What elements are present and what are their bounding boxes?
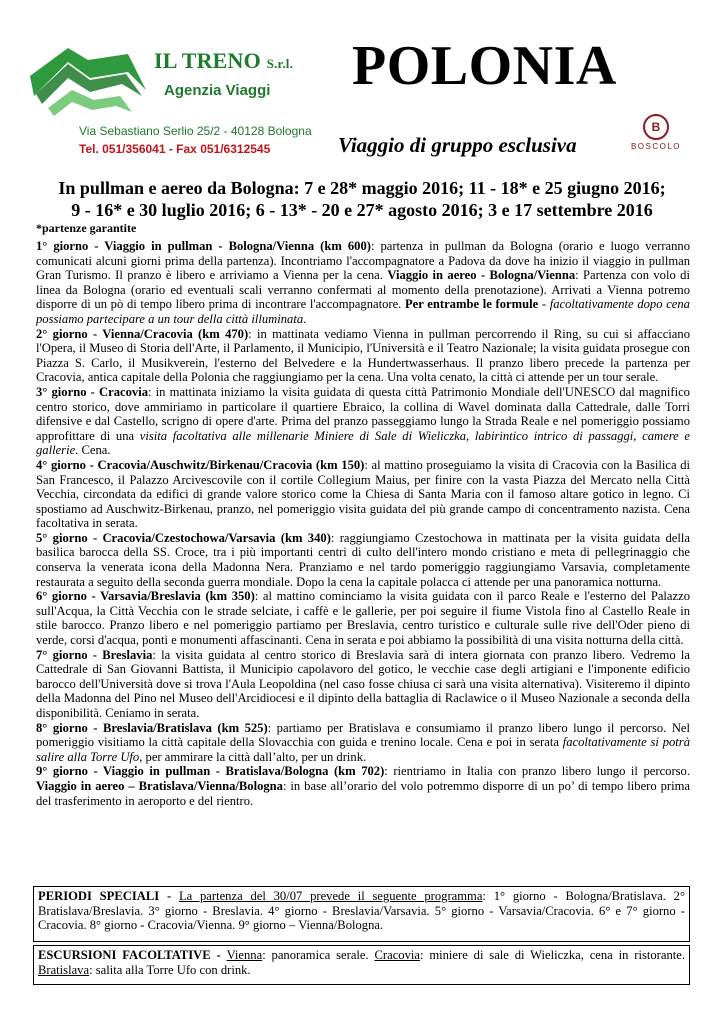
optional-excursions-box: ESCURSIONI FACOLTATIVE - Vienna: panoramica serale. Cracovia: miniere di sale di Wieliczka, cena in ristorante. Bratislava: salita alla Torre Ufo con drink. [33, 945, 690, 985]
day-5: 5° giorno - Cracovia/Czestochowa/Varsavia (km 340): raggiungiamo Czestochowa in mattinata per la visita guidata della basilica barocca della SS. Croce, tra i più importanti centri di culto dell'intero mondo cristiano e meta di pellegrinaggio che conserva la venerata icona della Madonna Nera. Pranziamo e nel tardo pomeriggio raggiungiamo Varsavia, completamente restaurata a seguito della seconda guerra mondiale. Dopo la cena la capitale polacca ci attende per una panoramica notturna. [36, 530, 690, 589]
day-3: 3° giorno - Cracovia: in mattinata iniziamo la visita guidata di questa città Patrimonio Mondiale dell'UNESCO dal magnifico centro storico, dove ammiriamo in particolare il quartiere Ebraico, la collina di Wavel dominata dalla Cattedrale, dalle Torri difensive e dal Castello, scrigno di opere d'arte. Prima del pranzo passeggiamo lungo la Strada Reale e nel pomeriggio possiamo approfittare di una visita facoltativa alle millenarie Miniere di Sale di Wieliczka, labirintico intrico di passaggi, camere e gallerie. Cena. [36, 384, 690, 458]
page-title: POLONIA [352, 35, 617, 97]
day-6: 6° giorno - Varsavia/Breslavia (km 350): al mattino cominciamo la visita guidata con il parco Reale e l'esterno del Palazzo sull'Acqua, la Città Vecchia con le strade selciate, i caffè e le gallerie, per poi seguire il fiume Vistola fino al Castello Reale in stile barocco. Pranzo libero e nel pomeriggio partiamo per Breslavia, centro turistico e culturale sulle rive dell'Oder pieno di verde, corsi d'acqua, ponti e monumenti affascinanti. Cena in serata e poi abbiamo la possibilità di una visita notturna della città. [36, 589, 690, 648]
guaranteed-note: *partenze garantite [36, 221, 137, 235]
train-logo-icon [28, 38, 150, 138]
special-periods-box: PERIODI SPECIALI - La partenza del 30/07 prevede il seguente programma: 1° giorno - Bologna/Bratislava. 2° Bratislava/Breslavia. 3° giorno - Breslavia. 4° giorno - Breslavia/Varsavia. 5° giorno - Varsavia/Cracovia. 6° e 7° giorno - Cracovia. 8° giorno - Cracovia/Vienna. 9° giorno – Vienna/Bologna. [33, 886, 690, 942]
dates-line-2: 9 - 16* e 30 luglio 2016; 6 - 13* - 20 e 27* agosto 2016; 3 e 17 settembre 2016 [71, 200, 653, 220]
agency-logo-block [28, 34, 312, 164]
partner-logo [620, 114, 692, 158]
partner-name: BOSCOLO [630, 142, 682, 151]
day-7: 7° giorno - Breslavia: la visita guidata al centro storico di Breslavia sarà di intera giornata con pranzo libero. Vedremo la Cattedrale di San Giovanni Battista, il Municipio capolavoro del gotico, le vecchie case degli artigiani e l'imponente edificio barocco dell'Università dove si trova l'Aula Leopoldina (nel caso fosse chiusa ci sarà una visita alternativa). Visiteremo il dipinto della Madonna del Pino nel Museo dell'Arcidiocesi e il dipinto della battaglia di Raclawice o il Museo Nazionale a seconda della disponibilità. Ceniamo in serata. [36, 647, 690, 720]
brand-name: IL TRENO S.r.l. [154, 48, 294, 73]
page-subtitle: Viaggio di gruppo esclusiva [338, 133, 577, 157]
day-1: 1° giorno - Viaggio in pullman - Bologna/Vienna (km 600): partenza in pullman da Bologna (orario e luogo verranno comunicati alcuni giorni prima della partenza). Incontriamo l'accompagnatore a Padova da dove ha inizio il viaggio in pullman Gran Turismo. Il pranzo è libero e arriviamo a Vienna per la cena. Viaggio in aereo - Bologna/Vienna: Partenza con volo di linea da Bologna (orario ed eventuali scali verranno confermati al momento della prenotazione). Arrivati a Vienna potremo disporre di un pò di tempo libero prima di incontrare l'accompagnatore. Per entrambe le formule - facoltativamente dopo cena possiamo partecipare a un tour della città illuminata. [36, 239, 690, 326]
partner-seal-icon: B [643, 114, 669, 140]
day-8: 8° giorno - Breslavia/Bratislava (km 525): partiamo per Bratislava e consumiamo il pranzo libero lungo il percorso. Nel pomeriggio visitiamo la città capitale della Slovacchia con guida e trenino locale. Cena e poi in serata facoltativamente si potrà salire alla Torre Ufo, per ammirare la città dall’alto, per un drink. [36, 720, 691, 764]
dates-line-1: In pullman e aereo da Bologna: 7 e 28* maggio 2016; 11 - 18* e 25 giugno 2016; [58, 178, 666, 198]
agency-phone: Tel. 051/356041 - Fax 051/6312545 [79, 142, 271, 156]
departure-dates [20, 177, 704, 221]
agency-address: Via Sebastiano Serlio 25/2 - 40128 Bologna [79, 124, 312, 138]
day-9: 9° giorno - Viaggio in pullman - Bratislava/Bologna (km 702): rientriamo in Italia con pranzo libero lungo il percorso. Viaggio in aereo – Bratislava/Vienna/Bologna: in base all’orario del volo potremmo disporre di un po’ di tempo libero prima del trasferimento in aeroporto e del rientro. [36, 764, 690, 808]
itinerary [36, 239, 690, 808]
brand-suffix: S.r.l. [266, 56, 294, 71]
agency-label: Agenzia Viaggi [164, 82, 271, 99]
day-4: 4° giorno - Cracovia/Auschwitz/Birkenau/Cracovia (km 150): al mattino proseguiamo la visita di Cracovia con la Basilica di San Francesco, il Palazzo Arcivescovile con il cortile Collegium Maius, per finire con la vasta Piazza del Mercato nella Città Vecchia, circondata da edifici di grande valore storico come la Chiesa di Santa Maria con il famoso altare gotico in legno. Ci spostiamo ad Auschwitz-Birkenau, pranzo, nel pomeriggio visita guidata del più grande campo di concentramento nazista. Cena facoltativa in serata. [36, 457, 690, 531]
day-2: 2° giorno - Vienna/Cracovia (km 470): in mattinata vediamo Vienna in pullman percorrendo il Ring, su cui si affacciano l'Opera, il Museo di Storia dell'Arte, il Parlamento, il Municipio, l'Università e il Teatro Nazionale; la visita guidata prosegue con Piazza S. Carlo, il Musikverein, l'esterno del Belvedere e la Hundertwasserhaus. Il pranzo libero precede la partenza per Cracovia, antica capitale della Polonia che raggiungiamo per la cena. Una volta cenato, la città ci attende per un tour serale. [36, 326, 690, 385]
